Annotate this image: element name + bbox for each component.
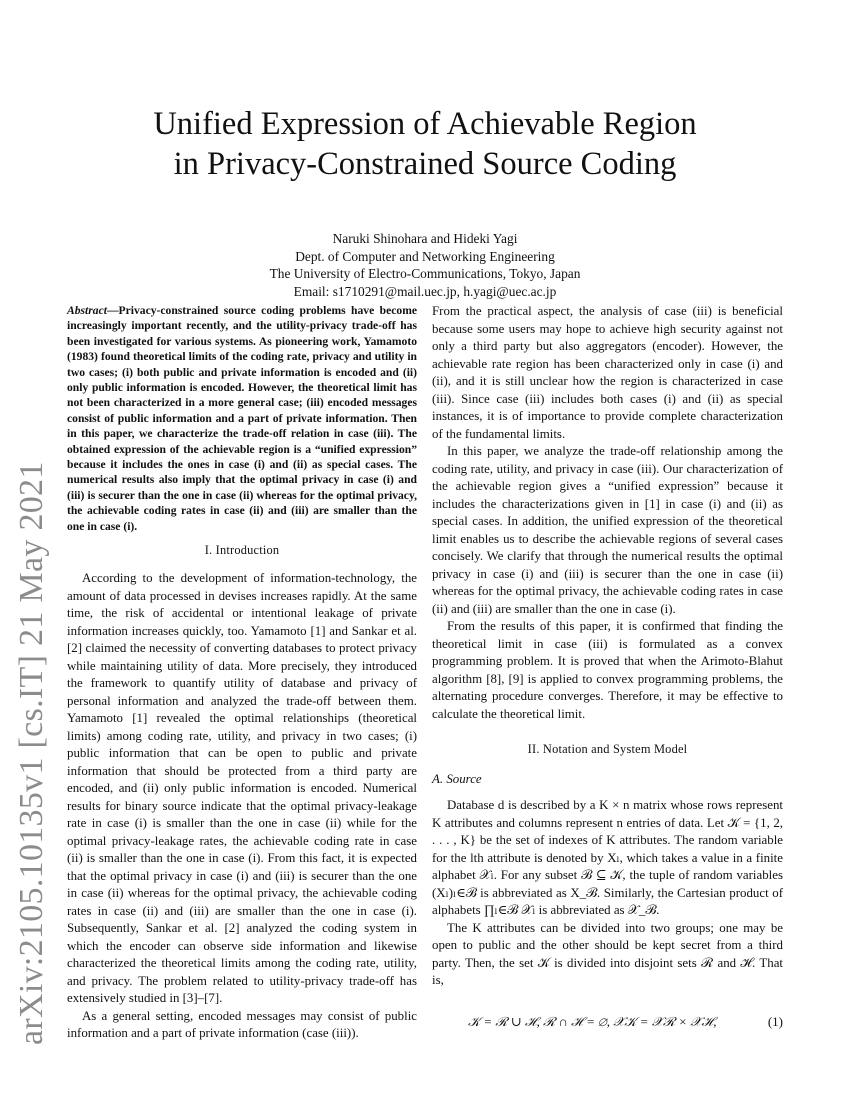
paper-title <box>0 104 850 184</box>
source-paragraph-1: Database d is described by a K × n matrix whose rows represent K attributes and columns represent n entries of data. Let 𝒦 = {1, 2, . . . , K} be the set of indexes of K attributes. The random variable for the lth attribute is denoted by Xₗ, which takes a value in a finite alphabet 𝒳ₗ. For any subset ℬ ⊆ 𝒦, the tuple of random variables (Xₗ)ₗ∈ℬ is abbreviated as X_ℬ. Similarly, the Cartesian product of alphabets ∏ₗ∈ℬ 𝒳ₗ is abbreviated as 𝒳_ℬ. <box>432 798 783 917</box>
abstract <box>67 303 417 534</box>
intro-paragraph-1: According to the development of information-technology, the amount of data processed in devises increases rapidly. At the same time, the risk of accidental or intentional leakage of private information increases quickly, too. Yamamoto [1] and Sankar et al. [2] claimed the necessity of converting databases to protect privacy while maintaining utility of data. More precisely, they introduced the framework to quantify utility of database and privacy of personal information and analyzed the trade-off between them. Yamamoto [1] revealed the optimal relationships (theoretical limits) among coding rate, utility, and privacy in two cases; (i) public information that can be open to public and private information that should be protected from a third party are encoded, and (ii) only public information is encoded. Numerical results for binary source indicate that the optimal privacy-leakage rate in case (i) is smaller than the one in case (ii) while for the optimal privacy-leakage rates, the achievable coding rate in case (ii) is smaller than the one in case (i). From this fact, it is expected that the optimal privacy in case (i) and (iii) is securer than the one in case (ii) whereas for the optimal privacy, the achievable coding rates in case (ii) and (iii) are smaller than the one in case (i). Subsequently, Sankar et al. [2] analyzed the coding system in which the encoder can observe side information and likewise characterized the theoretical limits among the coding rate, utility, and privacy. The problem related to utility-privacy trade-off has extensively studied in [3]–[7]. <box>67 571 417 1005</box>
section-heading-introduction: I. Introduction <box>204 543 280 557</box>
title-line-1: Unified Expression of Achievable Region <box>153 106 697 142</box>
source-paragraph-2: The K attributes can be divided into two groups; one may be open to public and the other should be kept secret from a third party. Then, the set 𝒦 is divided into disjoint sets ℛ and ℋ. That is, <box>432 920 783 987</box>
intro-paragraph-2: As a general setting, encoded messages may consist of public information and a part of private information (case (iii)). <box>67 1008 417 1040</box>
equation-body: 𝒦 = ℛ ∪ ℋ, ℛ ∩ ℋ = ∅, 𝒳𝒦 = 𝒳ℛ × 𝒳ℋ, <box>468 1014 717 1029</box>
subsection-heading-source: A. Source <box>432 772 482 786</box>
affiliation-university: The University of Electro-Communications, Tokyo, Japan <box>269 266 581 282</box>
arxiv-stamp: arXiv:2105.10135v1 [cs.IT] 21 May 2021 <box>13 461 50 1045</box>
title-line-2: in Privacy-Constrained Source Coding <box>173 146 677 182</box>
author-names: Naruki Shinohara and Hideki Yagi <box>332 231 518 246</box>
right-paragraph-2: In this paper, we analyze the trade-off relationship among the coding rate, utility, and privacy in case (iii). Our characterization of the achievable region gives a “unified expression” because it includes the characterizations given in [1] in case (i) and (ii) as special cases. In addition, the unified expression of the theoretical limit enables us to describe the achievable regions of several cases concisely. We clarify that through the numerical results the optimal privacy in case (i) and (iii) is securer than the one in case (ii) whereas for the optimal privacy, the achievable coding rates in case (ii) and (iii) are smaller than the one in case (i). <box>432 444 783 616</box>
author-block <box>0 230 850 300</box>
affiliation-dept: Dept. of Computer and Networking Engineering <box>295 248 555 264</box>
intro-column <box>67 570 417 1043</box>
section-heading-notation: II. Notation and System Model <box>527 742 688 756</box>
source-section <box>432 797 783 990</box>
equation-number: (1) <box>767 1014 783 1029</box>
author-emails: Email: s1710291@mail.uec.jp, h.yagi@uec.ac.jp <box>293 283 557 299</box>
right-column-intro <box>432 303 783 723</box>
right-paragraph-3: From the results of this paper, it is confirmed that finding the theoretical limit in case (iii) is formulated as a convex programming problem. It is proved that when the Arimoto-Blahut algorithm [8], [9] is applied to convex programming problems, the alternating procedure converges. Therefore, it may be effective to calculate the theoretical limit. <box>432 619 783 721</box>
abstract-text: —Privacy-constrained source coding problems have become increasingly important recently, and the utility-privacy trade-off has been investigated for various systems. As pioneering work, Yamamoto (1983) found theoretical limits of the coding rate, privacy and utility in two cases; (i) both public and private information is encoded and (ii) only public information is encoded. However, the theoretical limit has not been characterized in a more general case; (iii) encoded messages consist of public information and a part of private information. Then in this paper, we characterize the trade-off relation in case (iii). The obtained expression of the achievable region is a “unified expression” because it includes the ones in case (i) and (ii) as special cases. The numerical results also imply that the optimal privacy in case (i) and (iii) is securer than the one in case (ii) whereas for the optimal privacy, the achievable coding rates in case (ii) and (iii) are smaller than the one in case (i). <box>67 304 417 533</box>
abstract-label: Abstract <box>67 304 107 317</box>
right-paragraph-1: From the practical aspect, the analysis of case (iii) is beneficial because some users may hope to achieve high security against not only a third party but also aggregators (encoder). However, the achievable rate region has been characterized only in case (i) and (ii), and it is still unclear how the region is characterized in case (iii). Since case (iii) includes both cases (i) and (ii) as special instances, it is of importance to provide complete characterization of the fundamental limits. <box>432 304 783 441</box>
